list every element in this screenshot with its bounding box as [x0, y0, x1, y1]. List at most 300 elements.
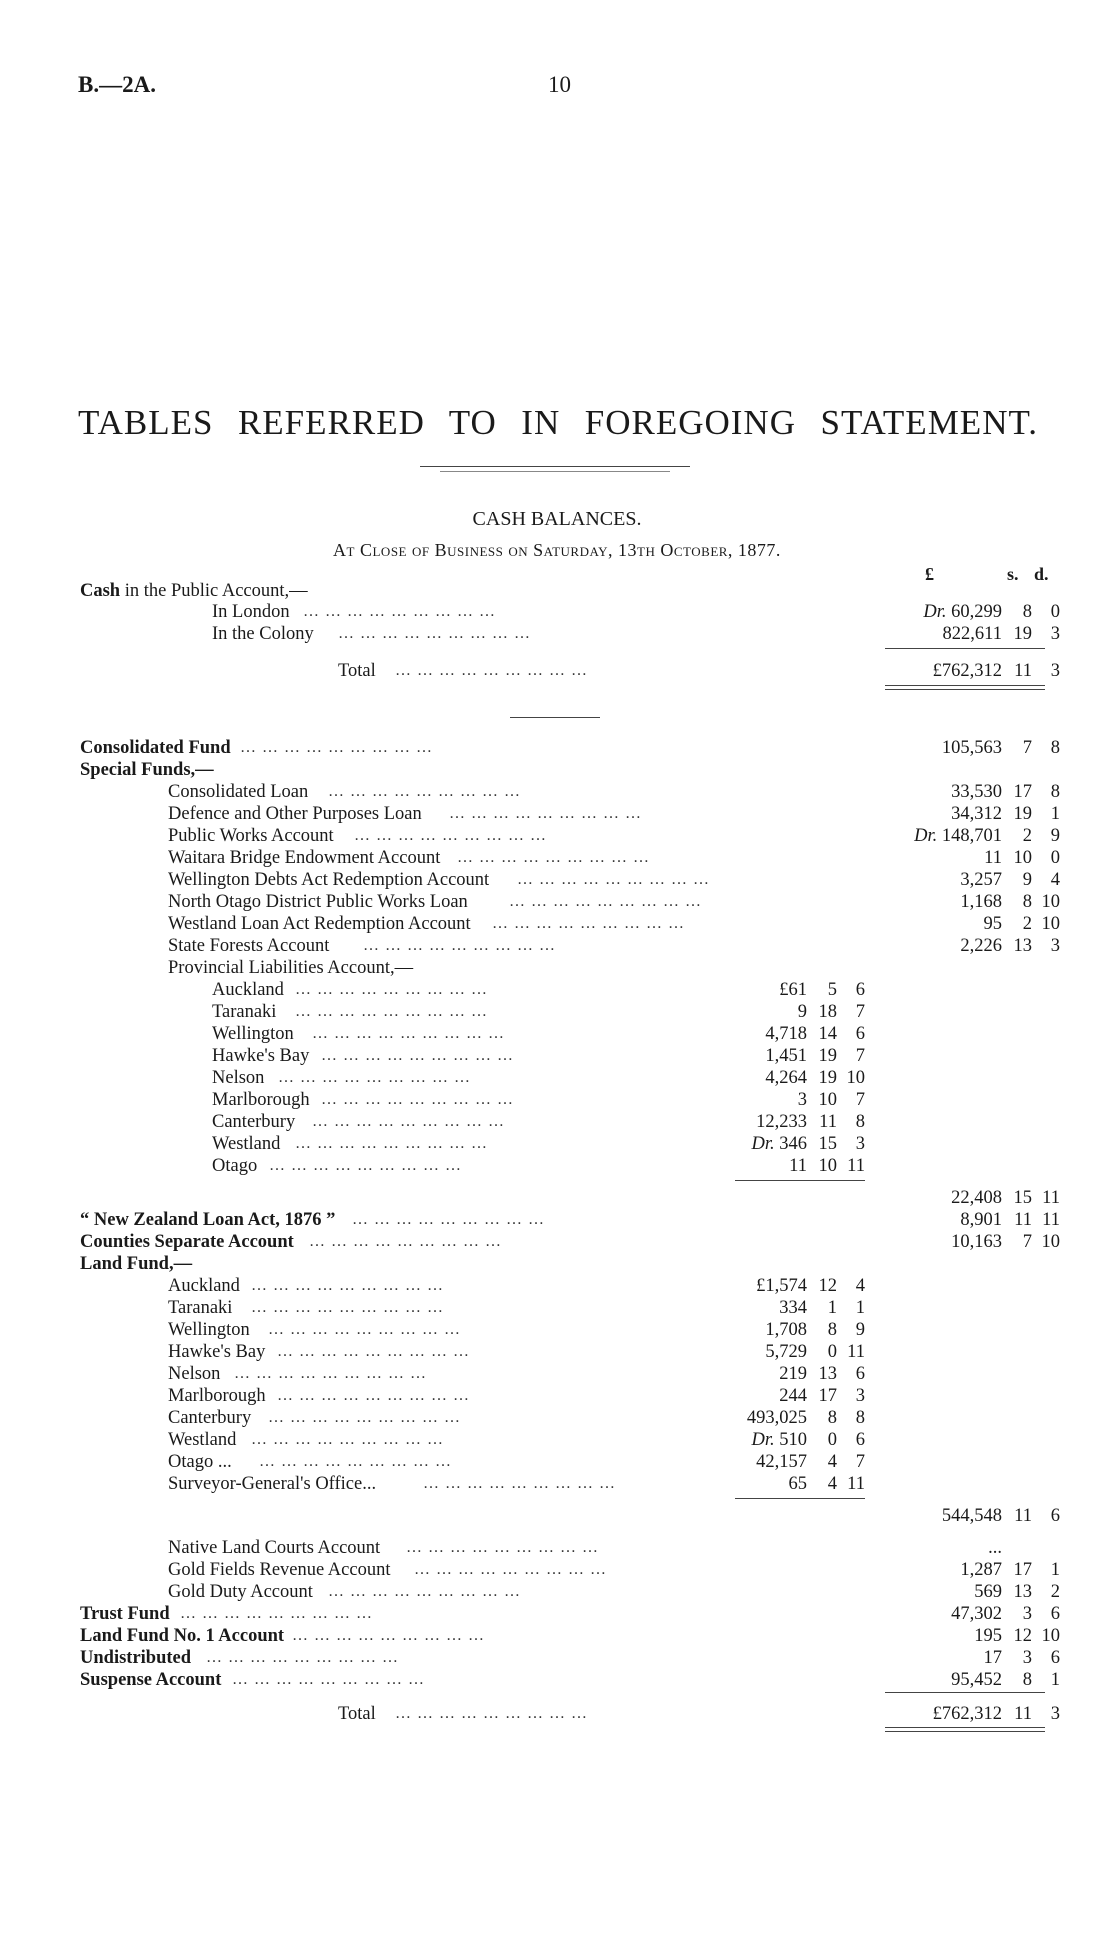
main-amount [860, 1231, 1060, 1253]
dot-leader: … … … … … … … … … [234, 1365, 427, 1382]
row-label: Westland [168, 1430, 237, 1450]
main-amount-pence: 3 [1050, 936, 1060, 956]
dot-leader: … … … … … … … … … [232, 1671, 425, 1688]
ledger-row [0, 1253, 1114, 1275]
row-label: Public Works Account [168, 826, 334, 846]
dot-leader: … … … … … … … … … [406, 1539, 599, 1556]
ledger-row [0, 891, 1114, 913]
sub-amount-shillings: 4 [827, 1452, 837, 1472]
sub-amount-pence: 7 [855, 1452, 865, 1472]
row-label: Special Funds,— [80, 760, 214, 780]
cash-heading-row [0, 580, 1114, 602]
sub-amount [725, 1407, 865, 1429]
sub-amount [725, 1133, 865, 1155]
dot-leader: … … … … … … … … … [352, 1211, 545, 1228]
main-amount-shillings: 19 [1013, 624, 1032, 644]
sub-amount [725, 1155, 865, 1177]
main-amount-pounds: 1,287 [960, 1560, 1002, 1580]
ledger-row [0, 803, 1114, 825]
dot-leader: … … … … … … … … … [295, 981, 488, 998]
sub-amount-shillings: 19 [818, 1046, 837, 1066]
dot-leader: … … … … … … … … … [295, 1135, 488, 1152]
main-amount-pence: 4 [1050, 870, 1060, 890]
main-amount [860, 869, 1060, 891]
main-amount [860, 1559, 1060, 1581]
ledger-row [0, 825, 1114, 847]
main-amount-shillings: 11 [1014, 1506, 1032, 1526]
dot-leader: … … … … … … … … … [251, 1431, 444, 1448]
sub-amount-pounds: £1,574 [756, 1276, 807, 1296]
main-amount-pounds: 544,548 [941, 1506, 1002, 1526]
main-amount-pence: 3 [1050, 661, 1060, 681]
sub-amount-shillings: 13 [818, 1364, 837, 1384]
main-amount-shillings: 8 [1022, 1670, 1032, 1690]
dot-leader: … … … … … … … … … [206, 1649, 399, 1666]
ornamental-rule [420, 466, 690, 467]
dot-leader: … … … … … … … … … [292, 1627, 485, 1644]
main-amount-pounds: 1,168 [960, 892, 1002, 912]
row-label: Land Fund,— [80, 1254, 193, 1274]
dot-leader: … … … … … … … … … [457, 849, 650, 866]
section-divider [510, 717, 600, 718]
sub-amount-pounds: Dr. 510 [751, 1430, 807, 1450]
sub-amount-shillings: 10 [818, 1090, 837, 1110]
main-amount-shillings: 15 [1013, 1188, 1032, 1208]
sub-amount-shillings: 8 [827, 1408, 837, 1428]
row-label: Auckland [168, 1276, 240, 1296]
ledger-row [0, 1581, 1114, 1603]
main-amount-shillings: 12 [1013, 1626, 1032, 1646]
sub-amount-pounds: 493,025 [746, 1408, 807, 1428]
main-amount [860, 1209, 1060, 1231]
main-amount-shillings: 19 [1013, 804, 1032, 824]
sub-amount-pounds: 4,264 [765, 1068, 807, 1088]
sub-amount-pence: 7 [855, 1046, 865, 1066]
cash-row [0, 601, 1114, 623]
sub-amount [725, 1111, 865, 1133]
sub-amount-shillings: 8 [827, 1320, 837, 1340]
ledger-row [0, 1603, 1114, 1625]
main-amount-shillings: 11 [1014, 1210, 1032, 1230]
page-number: 10 [548, 72, 571, 97]
sub-amount [725, 1473, 865, 1495]
ledger-row [0, 935, 1114, 957]
ledger-row [0, 1297, 1114, 1319]
main-amount [860, 1505, 1060, 1527]
main-amount-shillings: 17 [1013, 782, 1032, 802]
date-line: At Close of Business on Saturday, 13th October, 1877. [333, 540, 781, 560]
main-amount [860, 781, 1060, 803]
row-label [80, 580, 308, 602]
main-amount-pounds: 34,312 [951, 804, 1002, 824]
sub-amount-pence: 8 [855, 1408, 865, 1428]
row-label: Consolidated Loan [168, 782, 309, 802]
total-rule-bottom [885, 689, 1045, 690]
ledger-row [0, 1111, 1114, 1133]
main-amount-pounds: 33,530 [951, 782, 1002, 802]
sub-amount [725, 1451, 865, 1473]
dot-leader: … … … … … … … … … [509, 893, 702, 910]
ledger-row [0, 1407, 1114, 1429]
main-amount-pence: 10 [1041, 914, 1060, 934]
sub-amount [725, 1429, 865, 1451]
main-amount [860, 1603, 1060, 1625]
sub-amount-pounds: 12,233 [756, 1112, 807, 1132]
sub-amount-pounds: 4,718 [765, 1024, 807, 1044]
row-label: Canterbury [212, 1112, 296, 1132]
ledger-row [0, 1319, 1114, 1341]
sub-amount-pence: 8 [855, 1112, 865, 1132]
sub-amount-pounds: 334 [779, 1298, 807, 1318]
document-code: B.—2A. [78, 72, 156, 97]
row-label: Wellington [212, 1024, 294, 1044]
sub-amount [725, 1363, 865, 1385]
row-label: Nelson [168, 1364, 221, 1384]
dot-leader: … … … … … … … … … [321, 1047, 514, 1064]
row-label: Marlborough [212, 1090, 310, 1110]
main-amount-shillings: 8 [1022, 602, 1032, 622]
main-amount-pounds: 10,163 [951, 1232, 1002, 1252]
sub-amount [725, 1045, 865, 1067]
main-amount-pounds: Dr. 148,701 [914, 826, 1002, 846]
main-amount [860, 1581, 1060, 1603]
main-amount-pounds: 8,901 [960, 1210, 1002, 1230]
dot-leader: … … … … … … … … … [259, 1453, 452, 1470]
dot-leader: … … … … … … … … … [295, 1003, 488, 1020]
row-label: In the Colony [212, 624, 314, 644]
main-amount-pence: 6 [1050, 1648, 1060, 1668]
main-amount [860, 1669, 1060, 1691]
sub-amount-shillings: 5 [827, 980, 837, 1000]
ledger-row [0, 1275, 1114, 1297]
row-label: Wellington [168, 1320, 250, 1340]
main-title: TABLES REFERRED TO IN FOREGOING STATEMENT. [78, 403, 1038, 442]
dot-leader: … … … … … … … … … [414, 1561, 607, 1578]
row-label: Total [338, 1704, 376, 1724]
main-amount-pence: 6 [1050, 1506, 1060, 1526]
main-amount-pence: 8 [1050, 738, 1060, 758]
ledger-row [0, 869, 1114, 891]
sub-amount-shillings: 0 [827, 1342, 837, 1362]
sub-amount [725, 1275, 865, 1297]
main-amount-pence: 3 [1050, 624, 1060, 644]
row-label: “ New Zealand Loan Act, 1876 ” [80, 1210, 336, 1230]
subtotal-rule [885, 648, 1045, 649]
dot-leader: … … … … … … … … … [363, 937, 556, 954]
ledger-row [0, 1209, 1114, 1231]
cash-row [0, 623, 1114, 645]
sub-amount [725, 1001, 865, 1023]
main-amount-pence: 0 [1050, 602, 1060, 622]
row-label: Native Land Courts Account [168, 1538, 381, 1558]
dot-leader: … … … … … … … … … [517, 871, 710, 888]
dot-leader: … … … … … … … … … [338, 625, 531, 642]
main-amount [860, 1187, 1060, 1209]
ledger-row [0, 1559, 1114, 1581]
row-label: Surveyor-General's Office... [168, 1474, 377, 1494]
main-amount-shillings: 10 [1013, 848, 1032, 868]
dot-leader: … … … … … … … … … [269, 1157, 462, 1174]
ledger-row [0, 1089, 1114, 1111]
row-label: Canterbury [168, 1408, 252, 1428]
row-label: Waitara Bridge Endowment Account [168, 848, 441, 868]
row-label: Westland Loan Act Redemption Account [168, 914, 471, 934]
row-label: Consolidated Fund [80, 738, 231, 758]
ledger-row [0, 1537, 1114, 1559]
grand-total-rule-mid [885, 1727, 1045, 1728]
dot-leader: … … … … … … … … … [328, 1583, 521, 1600]
main-amount-shillings: 17 [1013, 1560, 1032, 1580]
ledger-row [0, 957, 1114, 979]
sub-amount-pence: 4 [855, 1276, 865, 1296]
main-amount-pence: 1 [1050, 804, 1060, 824]
main-amount-pounds: 195 [974, 1626, 1002, 1646]
provincial-subtotal-rule [735, 1180, 865, 1181]
main-amount-shillings: 11 [1014, 1704, 1032, 1724]
row-label: Otago [212, 1156, 258, 1176]
dot-leader: … … … … … … … … … [423, 1475, 616, 1492]
ledger-row [0, 1001, 1114, 1023]
dot-leader: … … … … … … … … … [277, 1387, 470, 1404]
ledger-row [0, 1341, 1114, 1363]
dot-leader: … … … … … … … … … [251, 1277, 444, 1294]
cash-bold-label: Cash [80, 581, 121, 601]
cash-row [0, 660, 1114, 682]
sub-amount [725, 1341, 865, 1363]
row-label: Provincial Liabilities Account,— [168, 958, 414, 978]
row-label: Suspense Account [80, 1670, 222, 1690]
ledger-row [0, 1505, 1114, 1527]
sub-amount-pence: 1 [855, 1298, 865, 1318]
row-label: Nelson [212, 1068, 265, 1088]
sub-amount-shillings: 14 [818, 1024, 837, 1044]
sub-amount [725, 1023, 865, 1045]
main-amount-shillings: 2 [1022, 914, 1032, 934]
dot-leader: … … … … … … … … … [303, 603, 496, 620]
sub-amount-shillings: 1 [827, 1298, 837, 1318]
main-amount [860, 1625, 1060, 1647]
ledger-row [0, 847, 1114, 869]
dot-leader: … … … … … … … … … [251, 1299, 444, 1316]
main-amount-shillings: 7 [1022, 1232, 1032, 1252]
row-label: Taranaki [168, 1298, 233, 1318]
dot-leader: … … … … … … … … … [492, 915, 685, 932]
sub-amount-pence: 3 [855, 1386, 865, 1406]
main-amount-shillings: 3 [1022, 1648, 1032, 1668]
ledger-row [0, 913, 1114, 935]
dot-leader: … … … … … … … … … [321, 1091, 514, 1108]
shillings-column-header: s. [1007, 564, 1019, 584]
ledger-row [0, 1451, 1114, 1473]
main-amount-pence: 10 [1041, 892, 1060, 912]
main-amount-pence: 2 [1050, 1582, 1060, 1602]
dot-leader: … … … … … … … … … [354, 827, 547, 844]
sub-amount [725, 1385, 865, 1407]
sub-amount-pounds: £61 [779, 980, 807, 1000]
sub-amount-pence: 10 [846, 1068, 865, 1088]
sub-amount-shillings: 10 [818, 1156, 837, 1176]
sub-amount-pounds: 11 [789, 1156, 807, 1176]
sub-amount-pence: 3 [855, 1134, 865, 1154]
ledger-row [0, 1363, 1114, 1385]
main-amount [860, 1537, 1060, 1559]
sub-amount-pounds: 42,157 [756, 1452, 807, 1472]
main-amount [860, 847, 1060, 869]
sub-amount-shillings: 4 [827, 1474, 837, 1494]
sub-amount-shillings: 12 [818, 1276, 837, 1296]
main-amount-shillings: 3 [1022, 1604, 1032, 1624]
main-amount-shillings: 7 [1022, 738, 1032, 758]
sub-amount-shillings: 18 [818, 1002, 837, 1022]
pence-column-header: d. [1034, 564, 1049, 584]
row-label: State Forests Account [168, 936, 330, 956]
main-amount-shillings: 8 [1022, 892, 1032, 912]
main-amount [860, 913, 1060, 935]
sub-amount-pence: 7 [855, 1090, 865, 1110]
dot-leader: … … … … … … … … … [395, 662, 588, 679]
main-amount-pence: 8 [1050, 782, 1060, 802]
dot-leader: … … … … … … … … … [268, 1409, 461, 1426]
main-amount-pence: 6 [1050, 1604, 1060, 1624]
sub-amount-pence: 11 [847, 1156, 865, 1176]
sub-amount [725, 1297, 865, 1319]
sub-amount [725, 1067, 865, 1089]
main-amount [860, 660, 1060, 682]
row-label: Wellington Debts Act Redemption Account [168, 870, 490, 890]
dot-leader: … … … … … … … … … [312, 1025, 505, 1042]
sub-amount-pence: 11 [847, 1342, 865, 1362]
total-rule-top [885, 685, 1045, 686]
sub-amount-pence: 6 [855, 1430, 865, 1450]
ledger-row [0, 1155, 1114, 1177]
sub-amount-pounds: 1,708 [765, 1320, 807, 1340]
dot-leader: … … … … … … … … … [312, 1113, 505, 1130]
row-label: Trust Fund [80, 1604, 170, 1624]
row-label: Gold Duty Account [168, 1582, 313, 1602]
row-label: Hawke's Bay [168, 1342, 266, 1362]
sub-amount-shillings: 19 [818, 1068, 837, 1088]
sub-amount-pounds: 9 [797, 1002, 807, 1022]
dot-leader: … … … … … … … … … [328, 783, 521, 800]
main-amount-pounds: 17 [983, 1648, 1002, 1668]
sub-amount-pounds: Dr. 346 [751, 1134, 807, 1154]
row-label: Taranaki [212, 1002, 277, 1022]
ledger-row [0, 1023, 1114, 1045]
main-amount [860, 1703, 1060, 1725]
dot-leader: … … … … … … … … … [395, 1705, 588, 1722]
sub-amount-pence: 6 [855, 980, 865, 1000]
cash-label-rest: in the Public Account,— [120, 581, 308, 601]
main-amount-pounds: 822,611 [942, 624, 1002, 644]
main-amount [860, 935, 1060, 957]
sub-amount [725, 1319, 865, 1341]
sub-amount-shillings: 11 [819, 1112, 837, 1132]
main-amount-shillings: 13 [1013, 1582, 1032, 1602]
main-amount-pence: 10 [1041, 1232, 1060, 1252]
main-amount-pounds: £762,312 [932, 661, 1002, 681]
sub-amount-pounds: 244 [779, 1386, 807, 1406]
ledger-row [0, 1187, 1114, 1209]
row-label: Hawke's Bay [212, 1046, 310, 1066]
sub-amount-shillings: 17 [818, 1386, 837, 1406]
ledger-row [0, 1429, 1114, 1451]
ledger-row [0, 1703, 1114, 1725]
dot-leader: … … … … … … … … … [180, 1605, 373, 1622]
row-label: Marlborough [168, 1386, 266, 1406]
main-amount-pounds: 11 [984, 848, 1002, 868]
ornamental-rule-2 [440, 471, 670, 472]
ledger-row [0, 1045, 1114, 1067]
main-amount-pounds: ... [988, 1538, 1002, 1558]
main-amount-pounds: 2,226 [960, 936, 1002, 956]
row-label: North Otago District Public Works Loan [168, 892, 468, 912]
row-label: Gold Fields Revenue Account [168, 1560, 391, 1580]
main-amount-pence: 11 [1042, 1210, 1060, 1230]
sub-amount-pence: 9 [855, 1320, 865, 1340]
ledger-row [0, 759, 1114, 781]
main-amount-pounds: 95 [983, 914, 1002, 934]
main-amount-pounds: 95,452 [951, 1670, 1002, 1690]
pounds-column-header: £ [925, 564, 934, 584]
sub-amount-shillings: 15 [818, 1134, 837, 1154]
main-amount-shillings: 11 [1014, 661, 1032, 681]
main-amount-pounds: 3,257 [960, 870, 1002, 890]
ledger-row [0, 1625, 1114, 1647]
sub-amount-pounds: 65 [788, 1474, 807, 1494]
row-label: Total [338, 661, 376, 681]
ledger-row [0, 781, 1114, 803]
ledger-row [0, 1647, 1114, 1669]
dot-leader: … … … … … … … … … [268, 1321, 461, 1338]
ledger-row [0, 1067, 1114, 1089]
dot-leader: … … … … … … … … … [240, 739, 433, 756]
main-amount-pence: 3 [1050, 1704, 1060, 1724]
main-amount-shillings: 13 [1013, 936, 1032, 956]
row-label: Auckland [212, 980, 284, 1000]
main-amount-pounds: 47,302 [951, 1604, 1002, 1624]
main-amount-pence: 10 [1041, 1626, 1060, 1646]
main-amount-pence: 9 [1050, 826, 1060, 846]
ledger-row [0, 1473, 1114, 1495]
row-label: Westland [212, 1134, 281, 1154]
dot-leader: … … … … … … … … … [449, 805, 642, 822]
sub-amount-pence: 6 [855, 1364, 865, 1384]
main-amount-pounds: Dr. 60,299 [923, 602, 1002, 622]
dot-leader: … … … … … … … … … [309, 1233, 502, 1250]
main-amount [860, 803, 1060, 825]
main-amount [860, 601, 1060, 623]
sub-amount-pounds: 1,451 [765, 1046, 807, 1066]
main-amount [860, 825, 1060, 847]
row-label: Defence and Other Purposes Loan [168, 804, 422, 824]
main-amount-pounds: 105,563 [941, 738, 1002, 758]
sub-amount-pence: 11 [847, 1474, 865, 1494]
main-amount-pence: 0 [1050, 848, 1060, 868]
row-label: Undistributed [80, 1648, 192, 1668]
main-amount [860, 891, 1060, 913]
grand-total-rule-bottom [885, 1731, 1045, 1732]
sub-amount [725, 979, 865, 1001]
main-amount-pence: 1 [1050, 1560, 1060, 1580]
main-amount [860, 623, 1060, 645]
main-amount-pounds: 569 [974, 1582, 1002, 1602]
ledger-row [0, 737, 1114, 759]
main-amount-shillings: 2 [1022, 826, 1032, 846]
ledger-row [0, 1231, 1114, 1253]
landfund-subtotal-rule [735, 1498, 865, 1499]
main-amount-pence: 11 [1042, 1188, 1060, 1208]
row-label: Counties Separate Account [80, 1232, 294, 1252]
